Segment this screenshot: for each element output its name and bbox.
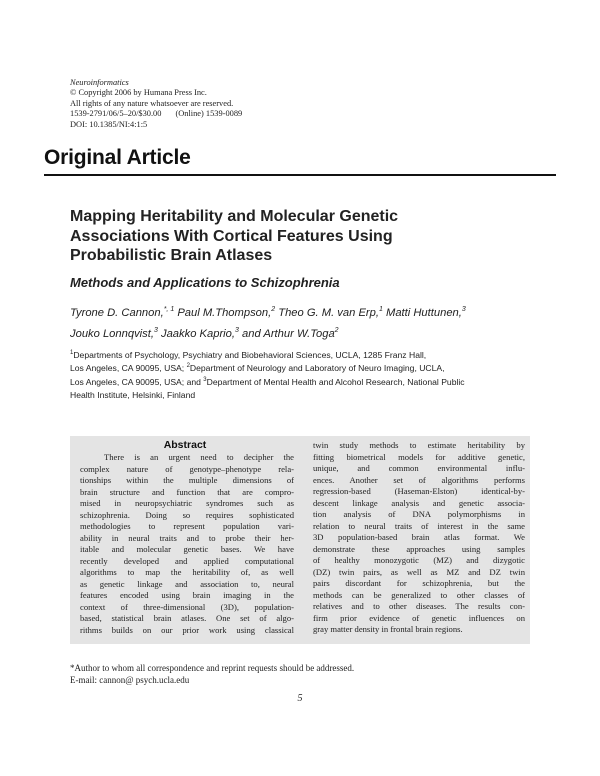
author-affiliation-mark: 2 [334, 327, 339, 334]
affiliation-line [70, 376, 550, 389]
abstract-line: fitting biometrical models for additive genetic, [313, 451, 525, 462]
author-line [70, 324, 550, 345]
author-affiliation-mark: *, 1 [163, 306, 175, 313]
abstract-line: of healthy monozygotic (MZ) and dizygotic [313, 555, 525, 565]
author-affiliation-mark: 3 [153, 327, 158, 334]
affiliation-text: Los Angeles, CA 90095, USA; and [70, 376, 204, 387]
author-affiliation-mark: 3 [461, 306, 466, 313]
author-name: Jouko Lonnqvist, [70, 328, 154, 340]
affiliation-text: Departments of Psychology, Psychiatry and Biobehavioral Sciences, UCLA, 1285 Franz Hall, [73, 350, 427, 360]
abstract-line: There is an urgent need to decipher the [104, 452, 294, 462]
title-line: Mapping Heritability and Molecular Genetic [70, 208, 399, 225]
page-number: 5 [297, 693, 303, 704]
article-subtitle: Methods and Applications to Schizophrenia [70, 275, 340, 290]
affiliation-line [70, 349, 550, 362]
abstract-line: relation to neural traits of interest in the same [313, 520, 525, 531]
affiliation-text: Department of Mental Health and Alcohol Research, National Public [206, 376, 465, 387]
affiliation-text: Department of Neurology and Laboratory of Neuro Imaging, UCLA, [189, 363, 445, 374]
abstract-line: relatives and to other diseases. The results con- [313, 601, 525, 611]
abstract-line: gray matter density in frontal brain regions. [313, 624, 463, 634]
abstract-line: tionships within the multiple dimensions of [80, 475, 294, 485]
author-line [70, 303, 550, 324]
abstract-line: algorithms to map the heritability of, as well [80, 567, 294, 577]
title-line: Associations With Cortical Features Using [70, 227, 393, 245]
author-name: Paul M.Thompson, [177, 307, 272, 319]
abstract-line: unique, and common environmental influ- [313, 463, 525, 473]
abstract-line: methods can be generalized to other classes of [313, 589, 525, 600]
journal-name: Neuroinformatics [70, 78, 129, 87]
abstract-line: pairs discordant for schizophrenia, but the [313, 578, 525, 588]
footnote-line: *Author to whom all correspondence and reprint requests should be addressed. [70, 663, 355, 673]
rights-line: All rights of any nature whatsoever are reserved. [70, 98, 234, 108]
correspondence-footnote [70, 662, 510, 686]
copyright-line: © Copyright 2006 by Humana Press Inc. [70, 88, 207, 98]
issn-line [70, 109, 370, 119]
abstract-line: ences. Another set of algorithms performs [313, 474, 525, 485]
abstract-line: (DZ) twin pairs, as well as MZ and DZ twin [313, 566, 525, 577]
issn-online: (Online) 1539-0089 [175, 109, 243, 119]
author-affiliation-mark: 2 [271, 306, 276, 313]
affiliation-line [70, 362, 550, 375]
abstract-line: tion analysis of DNA polymorphisms in [313, 509, 525, 519]
abstract-line: recently developed and applied computational [80, 555, 294, 566]
title-line: Probabilistic Brain Atlases [70, 247, 273, 264]
abstract-line: firm prior evidence of genetic influences on [313, 612, 525, 623]
affiliation-line: Health Institute, Helsinki, Finland [70, 390, 196, 401]
author-name: Matti Huttunen, [386, 307, 462, 319]
abstract-line: rithms builds on our prior work using classical [80, 624, 294, 635]
author-name: Tyrone D. Cannon, [70, 307, 164, 319]
doi-line: DOI: 10.1385/NI:4:1:5 [70, 119, 148, 129]
article-type-heading: Original Article [44, 146, 191, 169]
abstract-line: descent linkage analysis and genetic associa- [313, 497, 525, 508]
footnote-email: E-mail: cannon@ psych.ucla.edu [70, 675, 190, 685]
author-affiliation-mark: 1 [378, 306, 383, 313]
affiliation-mark: 1 [70, 350, 74, 356]
article-title [70, 207, 510, 266]
abstract-line: ability in neural traits and to probe their her- [80, 532, 294, 543]
abstract-heading: Abstract [163, 439, 207, 451]
abstract-line: complex nature of genotype–phenotype rela- [80, 463, 294, 474]
affiliation-text: Los Angeles, CA 90095, USA; [70, 363, 187, 374]
affiliation-mark: 3 [203, 376, 207, 383]
header-rule [44, 174, 556, 176]
abstract-line: 3D population-based brain atlas format. We [313, 532, 525, 542]
affiliations [70, 349, 550, 403]
author-affiliation-mark: 3 [235, 327, 239, 334]
abstract-right-column [313, 440, 525, 636]
journal-info [70, 78, 370, 130]
abstract-line: context of three-dimensional (3D), population- [80, 601, 294, 612]
abstract-line: methodologies to represent population vari- [80, 521, 294, 531]
abstract-line: based, statistical brain atlases. One set of algo- [80, 613, 294, 623]
abstract-line: features encoded using brain imaging in the [80, 590, 294, 600]
abstract-line: itable and molecular genetic bases. We have [80, 544, 294, 554]
abstract-line: twin study methods to estimate heritability by [313, 440, 525, 450]
author-name: Theo G. M. van Erp, [278, 307, 379, 319]
abstract-line: mised in neuropsychiatric syndromes such as [80, 498, 294, 508]
abstract-line: schizophrenia. Doing so requires sophisticated [80, 509, 294, 520]
author-list [70, 303, 550, 345]
affiliation-mark: 2 [186, 363, 190, 370]
abstract-line: regression-based (Haseman-Elston) identical-by- [313, 486, 525, 496]
abstract-line: demonstrate these approaches using samples [313, 543, 525, 554]
author-name: Jaakko Kaprio, [160, 328, 235, 340]
abstract-line: as genetic linkage and association to, neural [80, 578, 294, 589]
author-name: and Arthur W.Toga [242, 328, 335, 340]
issn-print: 1539-2791/06/5–20/$30.00 [70, 109, 162, 119]
abstract-line: brain structure and function that are compro- [80, 486, 294, 497]
abstract-left-column [80, 452, 294, 636]
